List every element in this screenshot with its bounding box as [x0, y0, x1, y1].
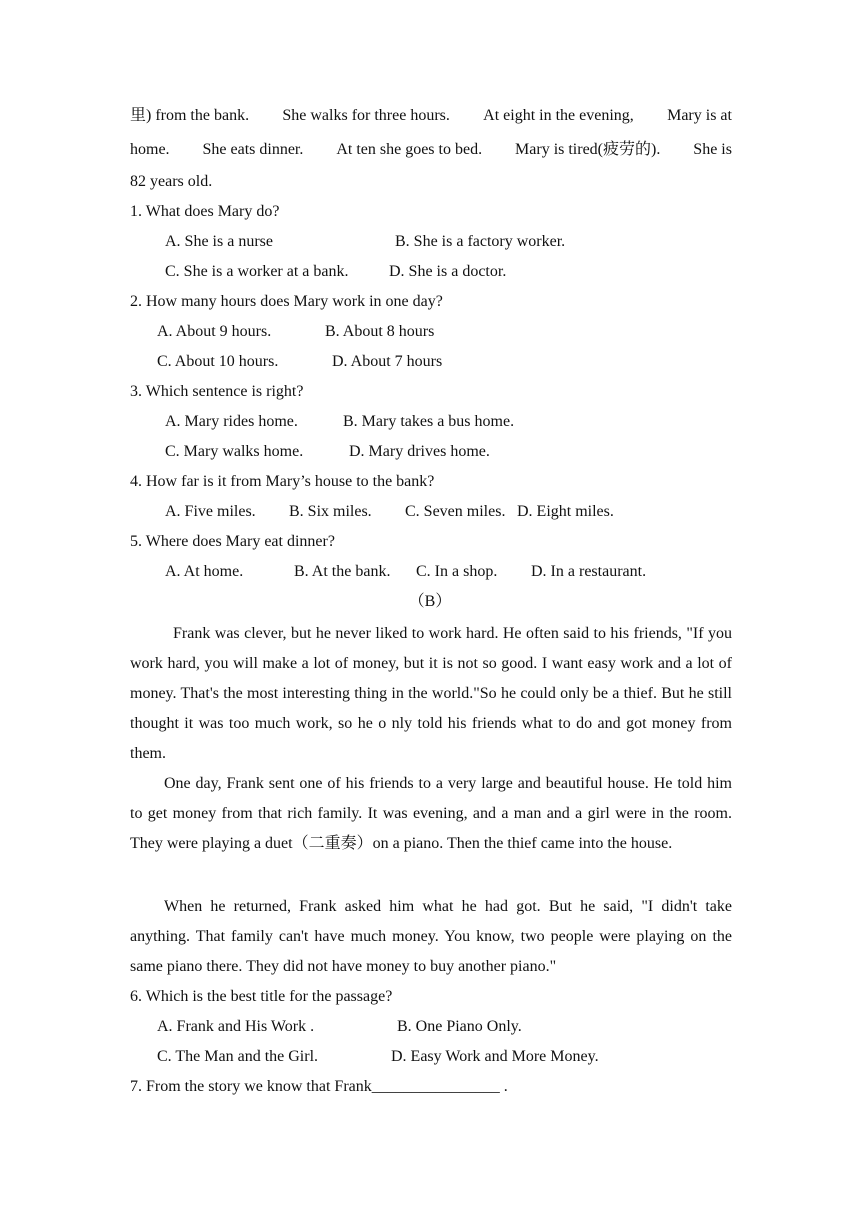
answer-option: B. She is a factory worker.	[395, 233, 566, 250]
question-stem: 6. Which is the best title for the passage?	[130, 988, 393, 1005]
passage-text: Mary is tired(疲劳的).	[515, 141, 661, 158]
passage-text: She is	[693, 141, 732, 158]
answer-option: B. One Piano Only.	[397, 1018, 522, 1035]
passage-a-line-1	[130, 106, 732, 126]
answer-option: A. About 9 hours.	[157, 323, 272, 340]
passage-text: At eight in the evening,	[483, 107, 634, 124]
question-stem: 5. Where does Mary eat dinner?	[130, 533, 335, 550]
passage-text: She walks for three hours.	[282, 107, 450, 124]
passage-text: She eats dinner.	[202, 141, 304, 158]
answer-option: A. Five miles.	[165, 503, 256, 520]
answer-option: C. Seven miles.	[405, 503, 506, 520]
passage-a-line-2	[130, 140, 732, 160]
answer-option: B. About 8 hours	[325, 323, 435, 340]
answer-option: D. In a restaurant.	[531, 563, 647, 580]
question-stem: 3. Which sentence is right?	[130, 383, 304, 400]
answer-option: A. She is a nurse	[165, 233, 273, 250]
answer-option: C. In a shop.	[416, 563, 498, 580]
passage-a-line-3: 82 years old.	[130, 173, 213, 190]
answer-option: A. Frank and His Work .	[157, 1018, 315, 1035]
answer-option: D. About 7 hours	[332, 353, 443, 370]
passage-text: home.	[130, 141, 170, 158]
answer-option: C. She is a worker at a bank.	[165, 263, 349, 280]
question-stem: 2. How many hours does Mary work in one day?	[130, 293, 443, 310]
answer-option: A. At home.	[165, 563, 244, 580]
answer-option: C. Mary walks home.	[165, 443, 304, 460]
question-stem: 7. From the story we know that Frank________________ .	[130, 1078, 508, 1095]
question-stem: 4. How far is it from Mary’s house to the bank?	[130, 473, 435, 490]
passage-b-paragraph-3: When he returned, Frank asked him what he had got. But he said, "I didn't take anything. That family can't have much money. You know, two people were playing on the same piano there. They did not have money to buy another piano."	[130, 898, 732, 975]
answer-option: D. She is a doctor.	[389, 263, 507, 280]
section-heading: （B）	[408, 593, 452, 610]
answer-option: A. Mary rides home.	[165, 413, 298, 430]
answer-option: C. The Man and the Girl.	[157, 1048, 319, 1065]
question-stem: 1. What does Mary do?	[130, 203, 280, 220]
passage-text: At ten she goes to bed.	[336, 141, 483, 158]
answer-option: D. Mary drives home.	[349, 443, 490, 460]
answer-option: D. Easy Work and More Money.	[391, 1048, 599, 1065]
passage-text: Mary is at	[667, 107, 732, 124]
answer-option: B. Six miles.	[289, 503, 372, 520]
answer-option: B. At the bank.	[294, 563, 391, 580]
answer-option: B. Mary takes a bus home.	[343, 413, 515, 430]
passage-b-paragraph-1: Frank was clever, but he never liked to work hard. He often said to his friends, "If you work hard, you will make a lot of money, but it is not so good. I want easy work and a lot of money. That's the most interesting thing in the world."So he could only be a thief. But he still thought it was too much work, so he o nly told his friends what to do and got money from them.	[130, 625, 732, 762]
passage-b-paragraph-2: One day, Frank sent one of his friends to a very large and beautiful house. He told him to get money from that rich family. It was evening, and a man and a girl were in the room. They were playing a duet（二重奏）on a piano. Then the thief came into the house.	[130, 775, 732, 852]
answer-option: D. Eight miles.	[517, 503, 614, 520]
answer-option: C. About 10 hours.	[157, 353, 279, 370]
passage-text: 里) from the bank.	[130, 107, 250, 124]
